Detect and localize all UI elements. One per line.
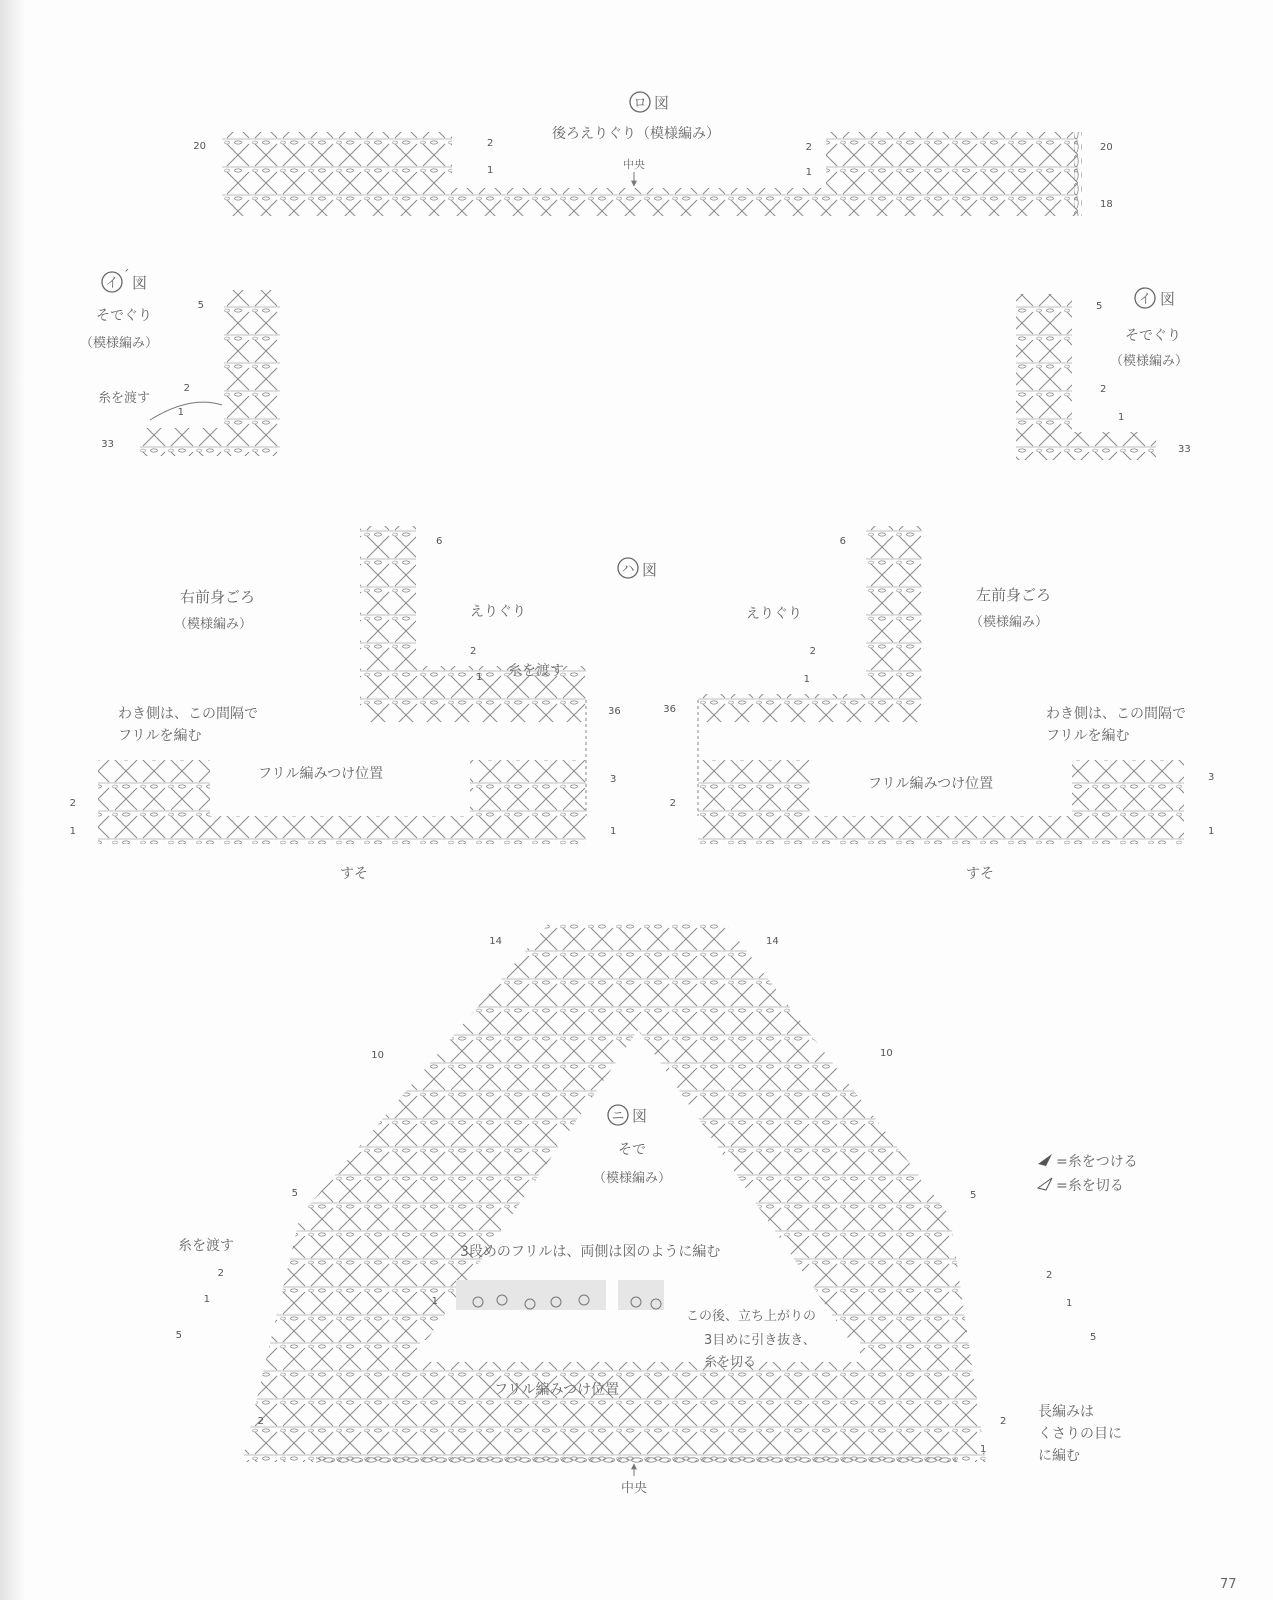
- left-front-title: 左前身ごろ: [976, 586, 1052, 604]
- right-front-side-note-2: フリルを編む: [118, 728, 202, 744]
- ro-left-stitch-block: [222, 132, 452, 188]
- frill-detail-row-1: 1: [431, 1296, 438, 1307]
- sleeve-row-2-bottom-right: 2: [1000, 1416, 1007, 1427]
- right-front-hem: すそ: [340, 866, 368, 882]
- fig-ni-title: 図: [632, 1107, 648, 1125]
- i-column-stitches: [1016, 294, 1072, 460]
- symbol-legend: [1038, 1154, 1138, 1194]
- left-front-mid-stitches: [698, 694, 866, 722]
- left-front-row-1-right: 1: [1208, 826, 1215, 837]
- right-front-row-6: 6: [436, 536, 443, 547]
- badge-ni-label: ニ: [611, 1109, 625, 1124]
- figure-i: [1016, 288, 1191, 460]
- i-prime-base-stitches: [140, 428, 224, 456]
- ro-bottom-stitch-row: [222, 188, 1078, 216]
- i-prime-row-5: 5: [197, 300, 204, 311]
- ro-right-edge-chain: [1074, 132, 1082, 216]
- right-front-row-3: 3: [610, 774, 617, 785]
- badge-ro-label: ロ: [633, 96, 647, 111]
- i-base-stitches: [1072, 432, 1156, 460]
- sleeve-row-5-right: 5: [970, 1190, 977, 1201]
- sleeve-row-14-right: 14: [766, 936, 779, 947]
- legend-attach-yarn: =糸をつける: [1056, 1154, 1138, 1170]
- left-front-side-note-2: フリルを編む: [1046, 728, 1130, 744]
- ro-row-right-1: 1: [805, 167, 812, 178]
- fig-ro-center-label: 中央: [623, 158, 645, 171]
- left-front-hem: すそ: [966, 866, 994, 882]
- right-front-hem-row: [98, 816, 586, 844]
- left-front-inner-frill-block: [698, 760, 810, 816]
- sleeve-row-2-left: 2: [217, 1268, 224, 1279]
- sleeve-center-label: 中央: [620, 1481, 648, 1496]
- sleeve-dc-note-1: 長編みは: [1038, 1404, 1094, 1420]
- fig-ni-frill-note: 3段めのフリルは、両側は図のように編む: [460, 1244, 721, 1260]
- fig-i-prime-subtitle: そでぐり: [96, 308, 152, 324]
- left-front-row-1: 1: [803, 674, 810, 685]
- right-front-row-1-side: 1: [69, 826, 76, 837]
- sleeve-row-1-bottom-right: 1: [980, 1444, 987, 1455]
- fig-i-pattern: （模様編み）: [1110, 354, 1189, 369]
- fig-i-prime-pattern: （模様編み）: [80, 336, 159, 351]
- left-front-neckline: えりぐり: [746, 606, 802, 622]
- cut-yarn-icon: [1038, 1178, 1052, 1190]
- right-front-side-frill-block: [98, 760, 210, 816]
- badge-i-prime-label: イ: [105, 276, 119, 291]
- i-row-33: 33: [1178, 444, 1191, 455]
- left-front-row-6: 6: [839, 536, 846, 547]
- i-prime-row-2: 2: [183, 383, 190, 394]
- left-front-row-2: 2: [809, 646, 816, 657]
- left-front-row-3: 3: [1208, 772, 1215, 783]
- frill-after-1: この後、立ち上がりの: [686, 1309, 817, 1324]
- fig-i-title: 図: [1160, 290, 1176, 308]
- right-front-row-1-right: 1: [610, 826, 617, 837]
- badge-ha-label: ハ: [621, 562, 635, 577]
- ro-row-left-20: 20: [193, 141, 206, 152]
- i-row-1: 1: [1118, 412, 1125, 423]
- ro-row-left-1: 1: [487, 165, 494, 176]
- sleeve-row-2-right: 2: [1046, 1270, 1053, 1281]
- right-front-title: 右前身ごろ: [180, 588, 256, 606]
- sleeve-row-5-lower-right: 5: [1090, 1332, 1097, 1343]
- sleeve-row-1-right: 1: [1066, 1298, 1073, 1309]
- left-front-upper-stitches: [866, 526, 922, 722]
- right-front-neckline: えりぐり: [470, 604, 526, 620]
- right-front-inner-frill-block: [470, 760, 586, 816]
- ro-row-right-18: 18: [1100, 199, 1113, 210]
- frill-after-3: 糸を切る: [704, 1355, 757, 1370]
- sleeve-dc-note-2: くさりの目に: [1038, 1426, 1122, 1442]
- sleeve-row-5-left: 5: [291, 1188, 298, 1199]
- badge-i-prime-mark: ´: [123, 269, 130, 284]
- left-front-row-36: 36: [663, 704, 676, 715]
- sleeve-bottom-chain: [316, 1456, 956, 1464]
- right-front-upper-stitches: [360, 526, 416, 722]
- sleeve-row-2-bottom-left: 2: [257, 1416, 264, 1427]
- i-row-5: 5: [1096, 301, 1103, 312]
- left-front-pattern: （模様編み）: [970, 615, 1049, 630]
- fig-ha-title: 図: [642, 561, 658, 579]
- badge-i-label: イ: [1138, 292, 1152, 307]
- frill-after-2: 3目めに引き抜き、: [704, 1333, 816, 1348]
- left-front-frill-position: フリル編みつけ位置: [868, 776, 994, 792]
- frill-detail-right: [618, 1280, 664, 1310]
- fig-ro-title: 図: [654, 94, 670, 112]
- i-prime-row-33: 33: [101, 439, 114, 450]
- attach-yarn-icon: [1038, 1154, 1052, 1166]
- fig-i-subtitle: そでぐり: [1125, 328, 1181, 344]
- left-front-row-2-side: 2: [669, 798, 676, 809]
- left-front-hem-row: [698, 816, 1184, 844]
- sleeve-row-10-left: 10: [371, 1050, 384, 1061]
- ro-row-right-2: 2: [805, 142, 812, 153]
- fig-i-prime-pass-yarn: 糸を渡す: [98, 391, 151, 406]
- sleeve-row-1-left: 1: [203, 1294, 210, 1305]
- right-front-row-2: 2: [470, 646, 477, 657]
- right-front-row-1: 1: [476, 672, 483, 683]
- i-prime-row-1: 1: [177, 407, 184, 418]
- sleeve-dc-note-3: に編む: [1038, 1448, 1080, 1464]
- fig-i-prime-title: 図: [132, 274, 148, 292]
- figure-ro: [193, 92, 1112, 216]
- right-front-mid-stitches: [416, 666, 586, 722]
- right-front-frill-position: フリル編みつけ位置: [258, 766, 384, 782]
- right-front-row-36: 36: [608, 706, 621, 717]
- right-front-side-note-1: わき側は、この間隔で: [118, 706, 258, 722]
- sleeve-pass-yarn: 糸を渡す: [178, 1238, 234, 1254]
- page-number: 77: [1220, 1577, 1237, 1592]
- ro-row-left-2: 2: [487, 138, 494, 149]
- fig-ni-subtitle: そで: [618, 1142, 646, 1158]
- left-front-side-note-1: わき側は、この間隔で: [1046, 706, 1186, 722]
- sleeve-row-14-left: 14: [489, 936, 502, 947]
- i-row-2: 2: [1100, 384, 1107, 395]
- i-prime-column-stitches: [224, 290, 280, 456]
- fig-ni-pattern: （模様編み）: [592, 1171, 672, 1186]
- sleeve-row-10-right: 10: [880, 1048, 893, 1059]
- ro-right-stitch-block: [826, 132, 1078, 188]
- i-prime-pass-yarn-line: [150, 402, 222, 420]
- sleeve-row-5-lower-left: 5: [175, 1330, 182, 1341]
- figure-ha: [70, 526, 1215, 882]
- figure-i-prime: [80, 269, 280, 456]
- legend-cut-yarn: =糸を切る: [1056, 1178, 1124, 1194]
- sleeve-frill-position: フリル編みつけ位置: [494, 1382, 620, 1398]
- fig-ro-subtitle: 後ろえりぐり（模様編み）: [552, 126, 720, 142]
- right-front-row-2-side: 2: [69, 798, 76, 809]
- ro-row-right-20: 20: [1100, 142, 1113, 153]
- left-front-side-frill-block: [1072, 760, 1184, 816]
- figure-ni: [176, 924, 1122, 1496]
- right-front-pattern: （模様編み）: [174, 617, 253, 632]
